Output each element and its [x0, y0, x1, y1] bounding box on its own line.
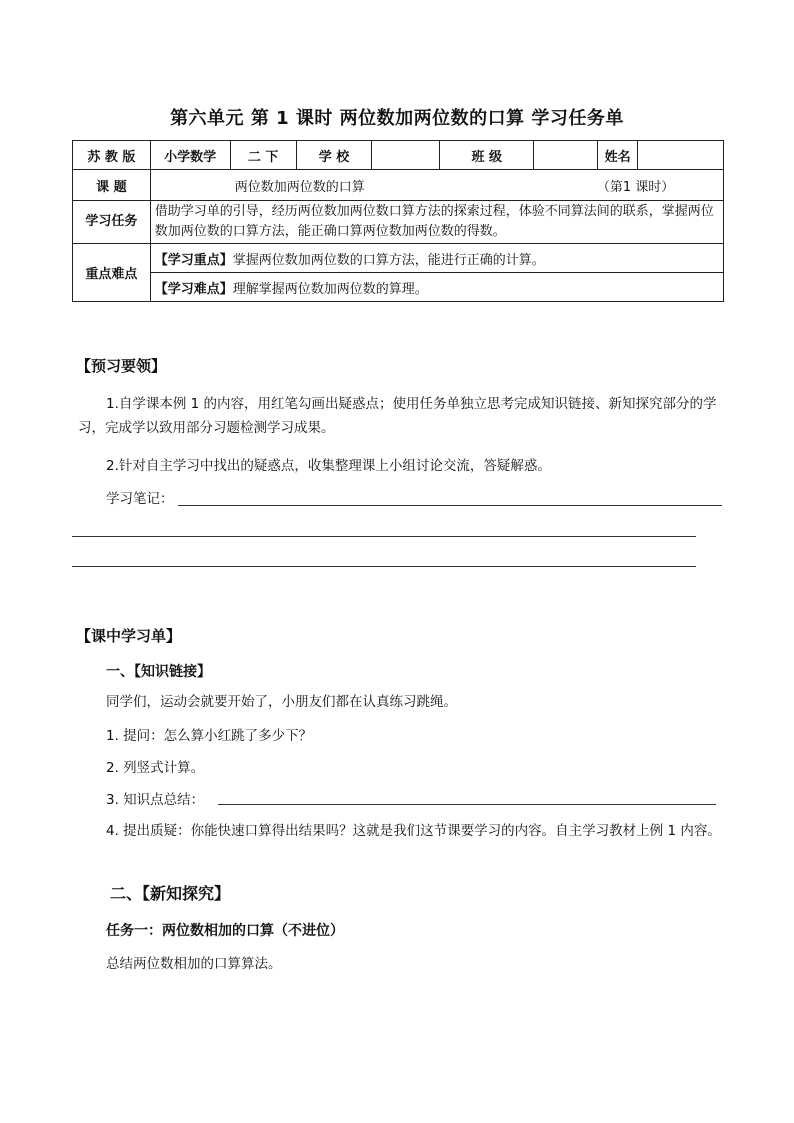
- key-point-text: 掌握两位数加两位数的口算方法，能进行正确的计算。: [232, 252, 545, 268]
- class-label: 班 级: [440, 141, 534, 170]
- intro-text: 同学们，运动会就要开始了，小朋友们都在认真练习跳绳。: [106, 694, 457, 710]
- name-label: 姓名: [598, 141, 638, 170]
- question-3: 3. 知识点总结：: [106, 792, 205, 808]
- grade-cell: 二 下: [230, 141, 296, 170]
- notes-label: 学习笔记：: [106, 491, 174, 507]
- subject-cell: 小学数学: [150, 141, 230, 170]
- info-table: [72, 140, 724, 302]
- task-label: 学习任务: [73, 201, 151, 244]
- knowledge-link-heading: 一、【知识链接】: [106, 664, 211, 680]
- difficulty-tag: 【学习难点】: [154, 281, 233, 297]
- question-2: 2. 列竖式计算。: [106, 760, 205, 776]
- lesson-number: （第1 课时）: [596, 179, 675, 195]
- notes-line-3[interactable]: [72, 566, 696, 567]
- preview-heading: 【预习要领】: [76, 357, 167, 375]
- key-label: 重点难点: [73, 244, 151, 302]
- key-point-cell: [150, 244, 723, 273]
- topic-label: 课 题: [73, 170, 151, 201]
- summary-line[interactable]: [218, 804, 716, 805]
- task-text: 借助学习单的引导，经历两位数加两位数口算方法的探索过程，体验不同算法间的联系，掌握两位数加两位数的口算方法，能正确口算两位数加两位数的得数。: [150, 201, 723, 244]
- difficulty-text: 理解掌握两位数加两位数的算理。: [232, 281, 428, 297]
- new-knowledge-heading: 二、【新知探究】: [110, 884, 231, 903]
- school-label: 学 校: [296, 141, 372, 170]
- page-title: 第六单元 第 1 课时 两位数加两位数的口算 学习任务单: [170, 108, 624, 129]
- question-1: 1. 提问：怎么算小红跳了多少下？: [106, 728, 313, 744]
- topic-text: 两位数加两位数的口算: [234, 179, 365, 195]
- difficulty-cell: [150, 273, 723, 302]
- class-field[interactable]: [534, 141, 598, 170]
- key-point-tag: 【学习重点】: [154, 252, 233, 268]
- task-one-heading: 任务一：两位数相加的口算（不进位）: [106, 923, 344, 939]
- notes-line-1[interactable]: [178, 505, 722, 506]
- school-field[interactable]: [372, 141, 440, 170]
- topic-cell: [150, 170, 723, 201]
- preview-item-1: 1.自学课本例 1 的内容，用红笔勾画出疑惑点；使用任务单独立思考完成知识链接、新知探究部分的学习，完成学以致用部分习题检测学习成果。: [78, 396, 717, 436]
- task-one-text: 总结两位数相加的口算算法。: [106, 956, 282, 972]
- name-field[interactable]: [638, 141, 724, 170]
- question-4: 4. 提出质疑：你能快速口算得出结果吗？这就是我们这节课要学习的内容。自主学习教材上例 1 内容。: [106, 823, 721, 839]
- publisher-cell: 苏 教 版: [73, 141, 151, 170]
- preview-item-2: 2.针对自主学习中找出的疑惑点，收集整理课上小组讨论交流，答疑解惑。: [106, 458, 551, 474]
- notes-line-2[interactable]: [72, 536, 696, 537]
- inclass-heading: 【课中学习单】: [76, 627, 182, 645]
